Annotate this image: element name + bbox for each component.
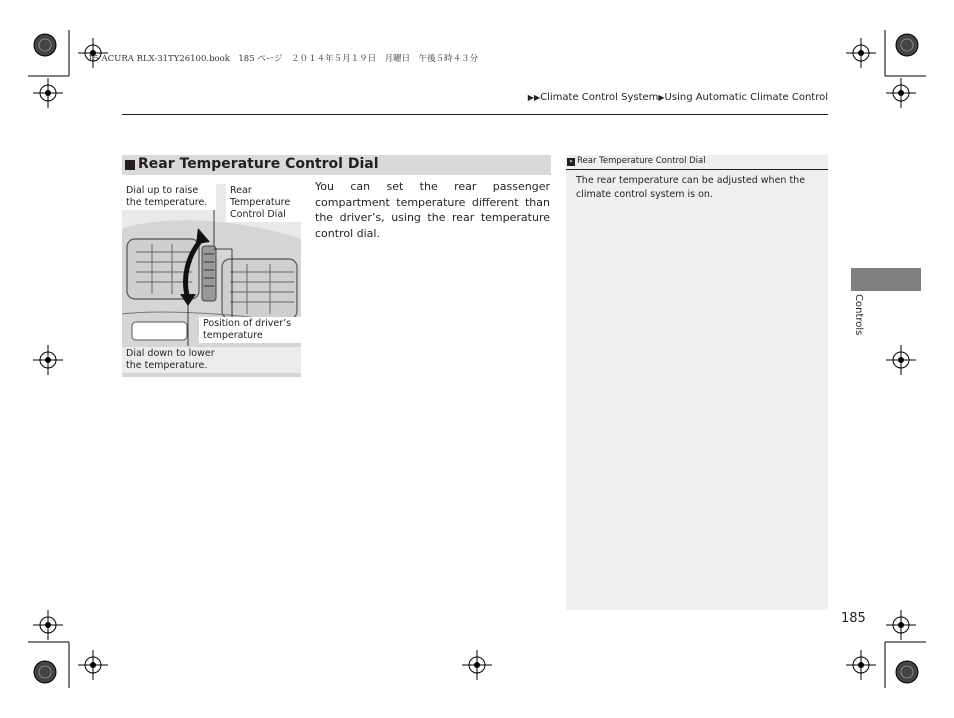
label-rear-dial: Rear Temperature Control Dial [226, 184, 301, 222]
body-text: You can set the rear passenger compartment temperature different than the driver’s, using the rear temperature control dial. [315, 180, 550, 240]
print-header: 15 ACURA RLX-31TY26100.book 185 ページ ２０１４年５月１９日 月曜日 午後５時４３分 [88, 54, 479, 64]
sidebar-heading-text[interactable]: Rear Temperature Control Dial [577, 156, 706, 166]
dial-illustration [122, 184, 301, 377]
registration-mark-icon [886, 78, 916, 108]
registration-mark-icon [33, 78, 63, 108]
sidebar-note-text: The rear temperature can be adjusted when the climate control system is on. [576, 175, 806, 200]
registration-mark-icon [33, 345, 63, 375]
registration-mark-icon [78, 650, 108, 680]
chapter-tab[interactable] [851, 268, 921, 291]
registration-mark-icon [462, 650, 492, 680]
registration-mark-icon [846, 650, 876, 680]
label-dial-down: Dial down to lower the temperature. [122, 347, 301, 373]
sidebar-heading [566, 155, 828, 170]
breadcrumb-section[interactable]: Climate Control System [540, 92, 659, 103]
label-dial-up: Dial up to raise the temperature. [122, 184, 216, 210]
breadcrumb-arrow-icon: ▶▶ [527, 93, 541, 102]
breadcrumb-separator-icon: ▶ [658, 93, 665, 102]
breadcrumb-page[interactable]: Using Automatic Climate Control [664, 92, 828, 103]
reference-icon: » [567, 158, 575, 166]
header-rule [122, 114, 828, 115]
registration-mark-icon [886, 610, 916, 640]
registration-mark-icon [33, 610, 63, 640]
section-heading [122, 155, 551, 175]
label-driver-position: Position of driver’s temperature [199, 317, 301, 343]
breadcrumb [528, 92, 828, 103]
sidebar-note [566, 155, 828, 610]
heading-square-icon [125, 160, 135, 170]
registration-mark-icon [846, 38, 876, 68]
registration-mark-icon [886, 345, 916, 375]
chapter-tab-label: Controls [853, 294, 864, 336]
section-title: Rear Temperature Control Dial [138, 156, 379, 172]
page-number: 185 [841, 611, 866, 626]
